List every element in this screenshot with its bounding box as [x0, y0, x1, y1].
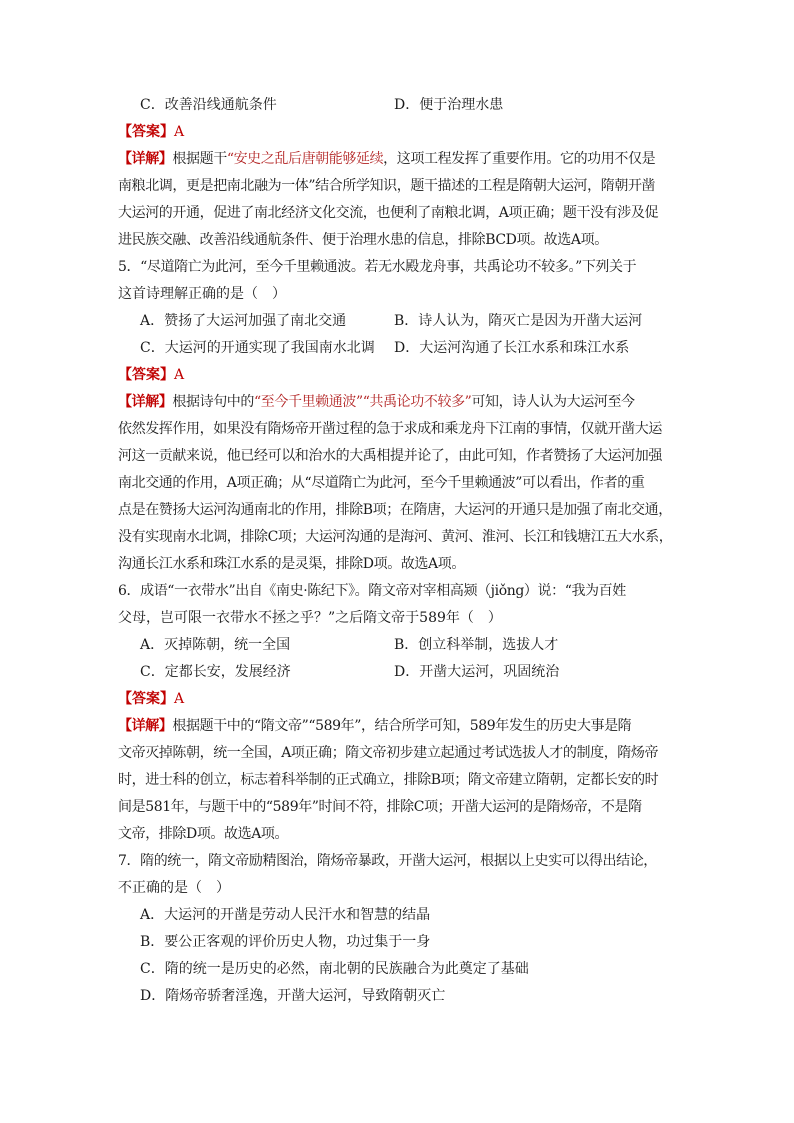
- q6-options-row-cd: [118, 659, 678, 686]
- q7-option-d: D．隋炀帝骄奢淫逸，开凿大运河，导致隋朝灭亡: [140, 988, 446, 1004]
- q6-stem-line-1: 6．成语“一衣带水”出自《南史·陈纪下》。隋文帝对宰相高颎（jiǒng）说：“我为百姓: [118, 583, 626, 599]
- q7-option-a: A．大运河的开凿是劳动人民汗水和智慧的结晶: [140, 907, 431, 923]
- q6-stem-line-2: 父母，岂可限一衣带水不拯之乎？”之后隋文帝于589年（ ）: [118, 610, 502, 626]
- answer-tag: 【答案】: [118, 367, 174, 383]
- detail-text: 根据诗句中的: [172, 394, 255, 410]
- detail-tag: 【详解】: [118, 151, 173, 167]
- q5-detail-line-3: 河这一贡献来说，他已经可以和治水的大禹相提并论了，由此可知，作者赞扬了大运河加强: [118, 448, 662, 464]
- q7-stem-line-1: 7．隋的统一，隋文帝励精图治，隋炀帝暴政，开凿大运河，根据以上史实可以得出结论，: [118, 853, 657, 869]
- document-page: [118, 92, 678, 1010]
- q5-option-c: C．大运河的开通实现了我国南水北调: [140, 340, 375, 356]
- q6-option-a: A．灭掉陈朝，统一全国: [140, 637, 291, 653]
- detail-text: 可知，诗人认为大运河至今: [471, 394, 635, 410]
- answer-value: A: [174, 367, 185, 383]
- q7-option-c: C．隋的统一是历史的必然，南北朝的民族融合为此奠定了基础: [140, 961, 529, 977]
- q5-detail-line-7: 沟通长江水系和珠江水系的是灵渠，排除D项。故选A项。: [118, 556, 465, 572]
- q5-options-row-ab: [118, 308, 678, 335]
- q6-option-b: B．创立科举制，选拔人才: [394, 637, 559, 653]
- q6-detail-line-1: [118, 713, 678, 740]
- q4-detail-line-3: 大运河的开通，促进了南北经济文化交流，也便利了南粮北调，A项正确；题干没有涉及促: [118, 205, 659, 221]
- q5-detail-line-2: 依然发挥作用，如果没有隋炀帝开凿过程的急于求成和乘龙舟下江南的事情，仅就开凿大运: [118, 421, 662, 437]
- detail-tag: 【详解】: [118, 718, 173, 734]
- detail-quote: “至今千里赖通波”“共禹论功不较多”: [254, 394, 472, 410]
- detail-tag: 【详解】: [118, 394, 173, 410]
- q6-detail-line-3: 时，进士科的创立，标志着科举制的正式确立，排除B项；隋文帝建立隋朝，定都长安的时: [118, 772, 659, 788]
- q4-option-d: D．便于治理水患: [394, 97, 504, 113]
- answer-tag: 【答案】: [118, 124, 174, 140]
- q5-answer: [118, 362, 678, 389]
- detail-text: ，这项工程发挥了重要作用。它的功用不仅是: [383, 151, 656, 167]
- q5-detail-line-6: 没有实现南水北调，排除C项；大运河沟通的是海河、黄河、淮河、长江和钱塘江五大水系，: [118, 529, 673, 545]
- q5-option-d: D．大运河沟通了长江水系和珠江水系: [394, 340, 630, 356]
- answer-tag: 【答案】: [118, 691, 174, 707]
- detail-text: 根据题干中的“隋文帝”“589年”，结合所学可知，589年发生的历史大事是隋: [172, 718, 632, 734]
- q5-option-b: B．诗人认为，隋灭亡是因为开凿大运河: [394, 313, 643, 329]
- q5-stem-line-1: 5．“尽道隋亡为此河，至今千里赖通波。若无水殿龙舟事，共禹论功不较多。”下列关于: [118, 259, 637, 275]
- q4-detail-line-1: [118, 146, 678, 173]
- q6-answer: [118, 686, 678, 713]
- q6-detail-line-5: 文帝，排除D项。故选A项。: [118, 826, 289, 842]
- detail-text: 根据题干: [172, 151, 227, 167]
- q5-stem-line-2: 这首诗理解正确的是（ ）: [118, 286, 286, 302]
- q4-option-c: C．改善沿线通航条件: [140, 97, 277, 113]
- detail-quote: “安史之乱后唐朝能够延续: [226, 151, 384, 167]
- q5-option-a: A．赞扬了大运河加强了南北交通: [140, 313, 347, 329]
- q6-detail-line-4: 间是581年，与题干中的“589年”时间不符，排除C项；开凿大运河的是隋炀帝，不是隋: [118, 799, 642, 815]
- q6-detail-line-2: 文帝灭掉陈朝，统一全国，A项正确；隋文帝初步建立起通过考试选拔人才的制度，隋炀帝: [118, 745, 659, 761]
- q4-detail-line-2: 南粮北调，更是把南北融为一体”结合所学知识，题干描述的工程是隋朝大运河，隋朝开凿: [118, 178, 656, 194]
- q6-option-c: C．定都长安，发展经济: [140, 664, 291, 680]
- q4-options-row-cd: [118, 92, 678, 119]
- q5-options-row-cd: [118, 335, 678, 362]
- q6-options-row-ab: [118, 632, 678, 659]
- q5-detail-line-1: [118, 389, 678, 416]
- q4-detail-line-4: 进民族交融、改善沿线通航条件、便于治理水患的信息，排除BCD项。故选A项。: [118, 232, 608, 248]
- q7-option-b: B．要公正客观的评价历史人物，功过集于一身: [140, 934, 431, 950]
- q5-detail-line-4: 南北交通的作用，A项正确；从“尽道隋亡为此河，至今千里赖通波”可以看出，作者的重: [118, 475, 645, 491]
- answer-value: A: [174, 124, 185, 140]
- answer-value: A: [174, 691, 185, 707]
- q5-detail-line-5: 点是在赞扬大运河沟通南北的作用，排除B项；在隋唐，大运河的开通只是加强了南北交通，: [118, 502, 672, 518]
- q7-stem-line-2: 不正确的是（ ）: [118, 880, 230, 896]
- q4-answer: [118, 119, 678, 146]
- q6-option-d: D．开凿大运河，巩固统治: [394, 664, 560, 680]
